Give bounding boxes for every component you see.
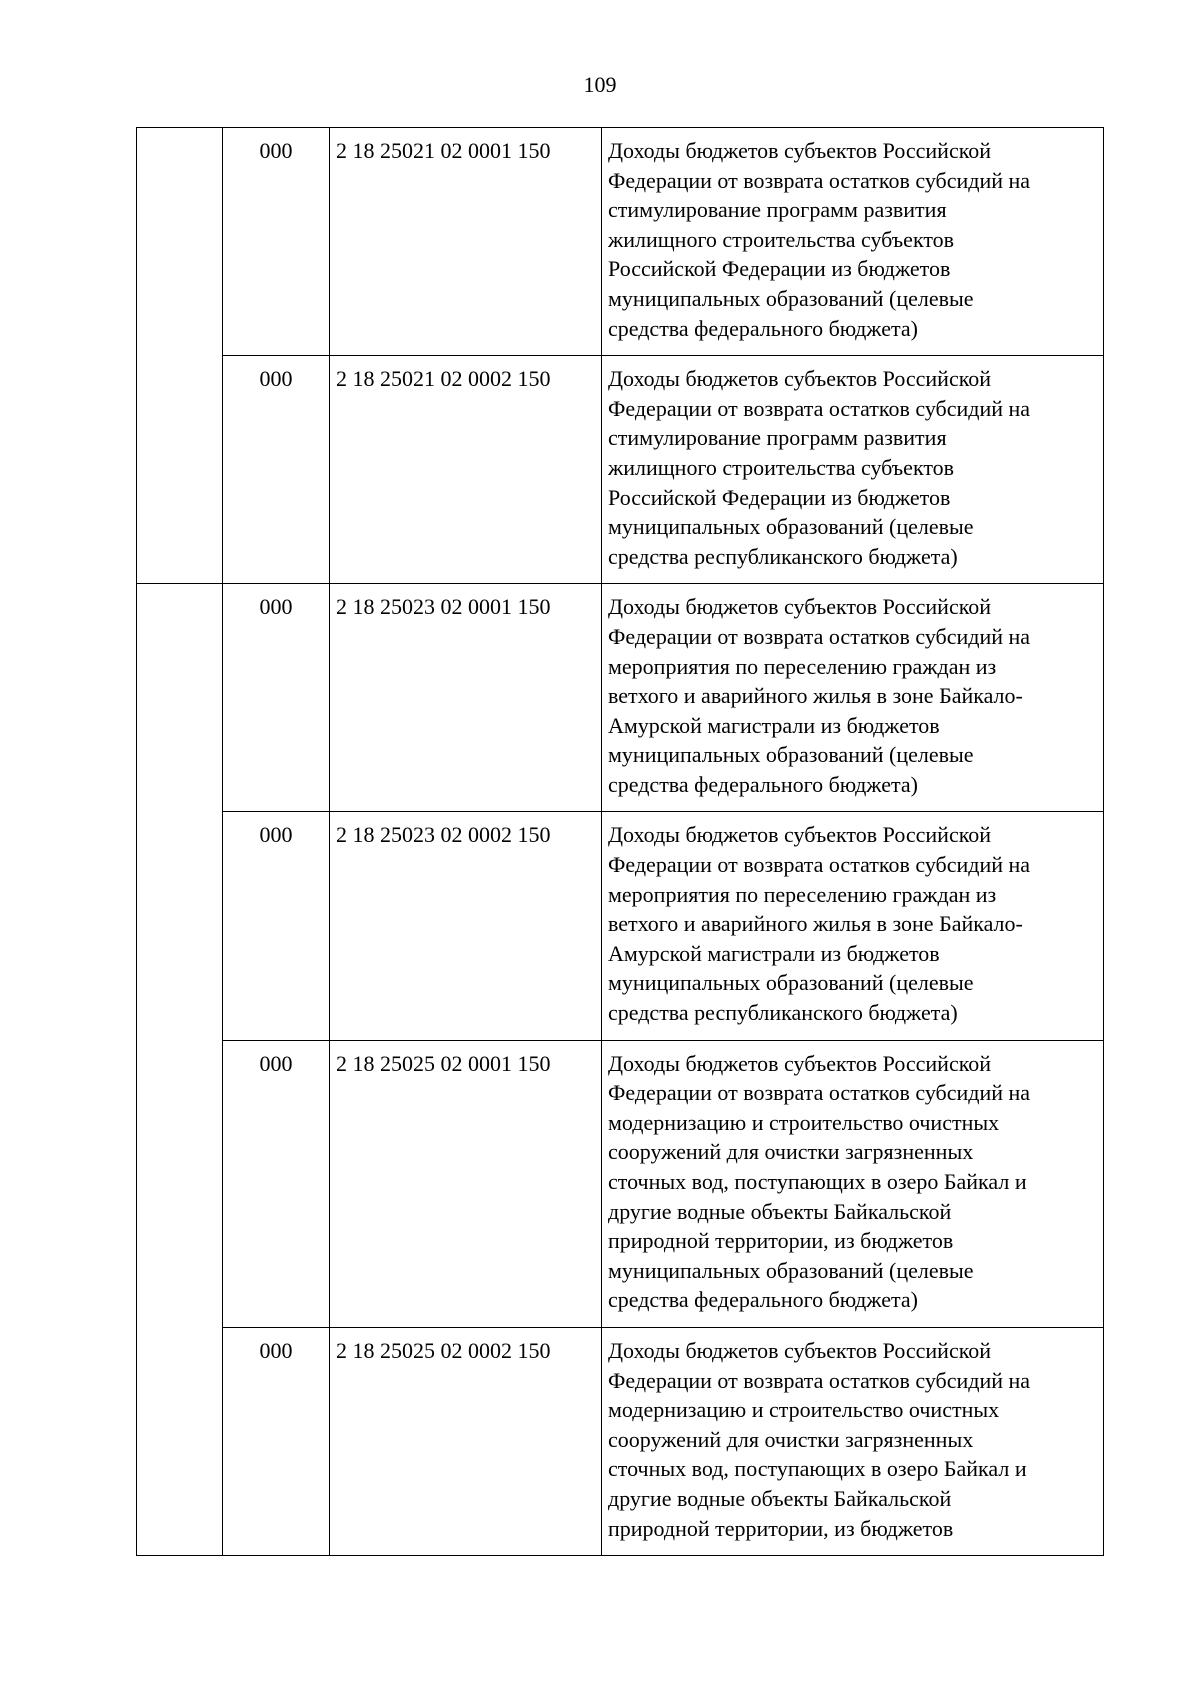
table-row [137, 356, 1104, 584]
income-name-line: Федерации от возврата остатков субсидий на [608, 395, 1031, 421]
income-name-line: природной территории, из бюджетов [608, 1515, 954, 1541]
income-name-line: Амурской магистрали из бюджетов [608, 712, 940, 738]
income-name-cell [602, 356, 1104, 584]
table-row [137, 1040, 1104, 1327]
income-name-line: Федерации от возврата остатков субсидий на [608, 1080, 1031, 1106]
income-name-line: Российской Федерации из бюджетов [608, 484, 951, 510]
budget-code-cell: 2 18 25025 02 0001 150 [330, 1040, 602, 1327]
page-number: 109 [583, 72, 617, 97]
admin-code-cell: 000 [223, 584, 330, 812]
income-name-line: средства федерального бюджета) [608, 315, 918, 341]
income-name-cell [602, 1327, 1104, 1555]
income-name-line: средства республиканского бюджета) [608, 543, 958, 569]
income-name-line: другие водные объекты Байкальской [608, 1485, 952, 1511]
table-row [137, 584, 1104, 812]
budget-code-cell: 2 18 25023 02 0001 150 [330, 584, 602, 812]
income-name-line: мероприятия по переселению граждан из [608, 881, 997, 907]
income-name-line: средства республиканского бюджета) [608, 1000, 958, 1026]
income-name-cell [602, 128, 1104, 356]
income-name-line: сооружений для очистки загрязненных [608, 1139, 974, 1165]
income-name-line: Доходы бюджетов субъектов Российской [608, 1050, 992, 1076]
income-name-line: муниципальных образований (целевые [608, 742, 974, 768]
income-name-line: ветхого и аварийного жилья в зоне Байкало- [608, 911, 1023, 937]
income-name-line: сооружений для очистки загрязненных [608, 1426, 974, 1452]
income-name-line: муниципальных образований (целевые [608, 285, 974, 311]
income-name-line: ветхого и аварийного жилья в зоне Байкало- [608, 683, 1023, 709]
income-name-line: сточных вод, поступающих в озеро Байкал и [608, 1169, 1027, 1194]
income-name-line: Доходы бюджетов субъектов Российской [608, 138, 992, 163]
income-name-line: сточных вод, поступающих в озеро Байкал и [608, 1456, 1027, 1482]
budget-classification-table [136, 127, 1104, 1556]
income-name-line: Доходы бюджетов субъектов Российской [608, 1337, 992, 1363]
income-name-line: модернизацию и строительство очистных [608, 1109, 1000, 1135]
income-name-cell [602, 584, 1104, 812]
admin-code-cell: 000 [223, 356, 330, 584]
income-name-line: средства федерального бюджета) [608, 1287, 918, 1313]
income-name-line: мероприятия по переселению граждан из [608, 653, 997, 679]
income-name-line: природной территории, из бюджетов [608, 1228, 954, 1254]
admin-code-cell: 000 [223, 128, 330, 356]
admin-code-cell: 000 [223, 812, 330, 1040]
income-name-line: муниципальных образований (целевые [608, 1257, 974, 1283]
admin-code-cell: 000 [223, 1327, 330, 1555]
income-name-line: другие водные объекты Байкальской [608, 1198, 952, 1224]
admin-code-cell: 000 [223, 1040, 330, 1327]
income-name-cell [602, 1040, 1104, 1327]
income-name-line: жилищного строительства субъектов [608, 226, 955, 252]
table-row [137, 1327, 1104, 1555]
income-name-line: муниципальных образований (целевые [608, 970, 974, 996]
budget-code-cell: 2 18 25021 02 0002 150 [330, 356, 602, 584]
income-name-line: Федерации от возврата остатков субсидий на [608, 167, 1031, 193]
income-name-line: муниципальных образований (целевые [608, 514, 974, 540]
income-name-line: Федерации от возврата остатков субсидий на [608, 1367, 1031, 1393]
income-name-line: Доходы бюджетов субъектов Российской [608, 822, 992, 848]
income-name-line: стимулирование программ развития [608, 425, 947, 451]
budget-code-cell: 2 18 25021 02 0001 150 [330, 128, 602, 356]
income-name-line: средства федерального бюджета) [608, 771, 918, 797]
budget-code-cell: 2 18 25025 02 0002 150 [330, 1327, 602, 1555]
income-name-line: Амурской магистрали из бюджетов [608, 940, 940, 966]
table-row [137, 128, 1104, 356]
budget-code-cell: 2 18 25023 02 0002 150 [330, 812, 602, 1040]
blank-cell [137, 128, 223, 584]
income-name-line: жилищного строительства субъектов [608, 454, 955, 480]
income-name-line: Федерации от возврата остатков субсидий на [608, 852, 1031, 878]
income-name-line: Доходы бюджетов субъектов Российской [608, 366, 992, 392]
income-name-line: модернизацию и строительство очистных [608, 1397, 1000, 1423]
income-name-line: Федерации от возврата остатков субсидий на [608, 623, 1031, 649]
income-name-line: стимулирование программ развития [608, 197, 947, 223]
table-row [137, 812, 1104, 1040]
income-name-line: Российской Федерации из бюджетов [608, 256, 951, 282]
income-name-cell [602, 812, 1104, 1040]
income-name-line: Доходы бюджетов субъектов Российской [608, 594, 992, 620]
blank-cell [137, 584, 223, 1556]
